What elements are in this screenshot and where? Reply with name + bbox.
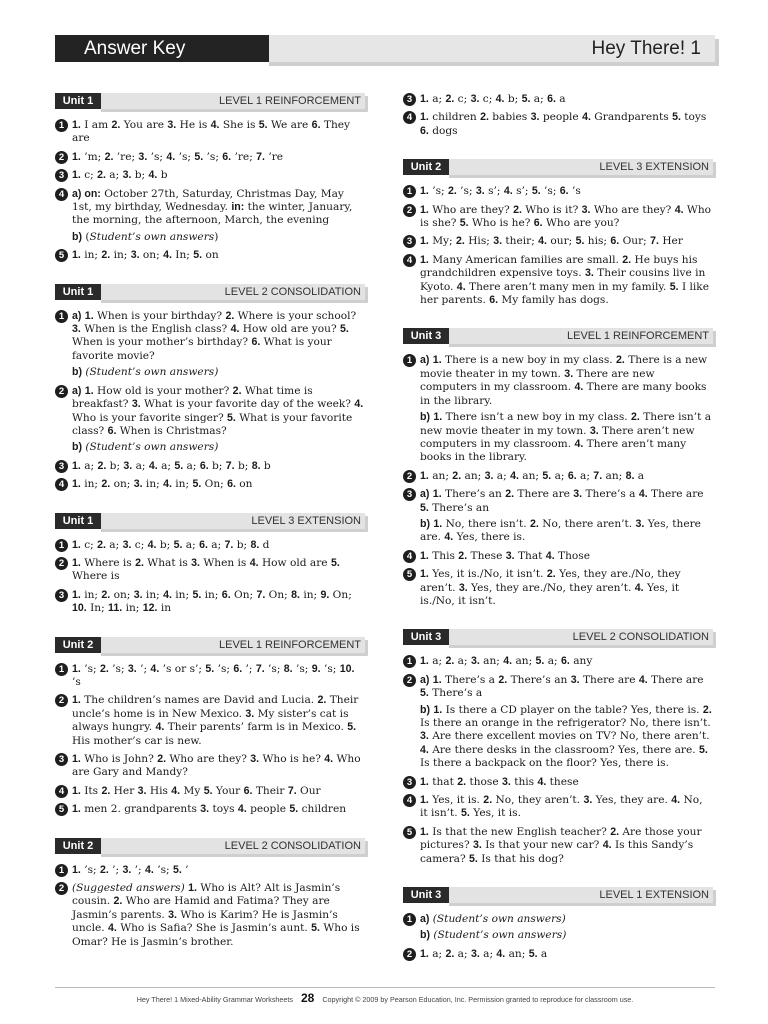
section-header xyxy=(55,284,365,300)
left-column xyxy=(55,93,365,954)
exercise-answer xyxy=(55,249,365,262)
section-header xyxy=(55,93,365,109)
answer-text: 1. a; 2. c; 3. c; 4. b; 5. a; 6. a xyxy=(420,93,566,105)
exercise-answer xyxy=(55,589,365,616)
exercise-answer xyxy=(403,204,713,231)
unit-label: Unit 2 xyxy=(55,838,101,854)
unit-label: Unit 1 xyxy=(55,93,101,109)
exercise-number-icon: 3 xyxy=(403,93,416,106)
header-shadow xyxy=(101,300,368,303)
header-shadow xyxy=(101,109,368,112)
unit-label: Unit 3 xyxy=(403,328,449,344)
header-shadow-side xyxy=(365,96,368,112)
section-gap xyxy=(55,497,365,513)
exercise-answer xyxy=(403,655,713,668)
answer-text: a) 1. When is your birthday? 2. Where is your school? 3. When is the English class? 4. How old are you? 5. When is your mother’s birthday? 6. What is your favorite movie? b) (Student’s own answers) xyxy=(72,309,357,379)
exercise-number-icon: 3 xyxy=(55,460,68,473)
exercise-number-icon: 2 xyxy=(55,557,68,570)
answer-text: 1. Its 2. Her 3. His 4. My 5. Your 6. Their 7. Our xyxy=(72,784,321,797)
answer-text: 1. ’m; 2. ’re; 3. ’s; 4. ’s; 5. ’s; 6. ’re; 7. ’re xyxy=(72,150,284,163)
unit-label: Unit 1 xyxy=(55,513,101,529)
exercise-number-icon: 1 xyxy=(403,185,416,198)
answer-text: a) on: October 27th, Saturday, Christmas Day, May 1st, my birthday, Wednesday. in: the winter, January, the morning, the afternoon, March, the evening b) (Student’s own answers) xyxy=(72,187,353,243)
exercise-answer xyxy=(55,864,365,877)
section-gap xyxy=(403,312,713,328)
exercise-answer xyxy=(403,826,713,866)
page-footer xyxy=(55,991,715,1005)
exercise-number-icon: 3 xyxy=(55,169,68,182)
section-header xyxy=(403,159,713,175)
answer-section xyxy=(55,637,365,817)
exercise-answer xyxy=(403,550,713,563)
exercise-number-icon: 4 xyxy=(403,111,416,124)
unit-label: Unit 3 xyxy=(403,629,449,645)
answer-text: 1. Where is 2. What is 3. When is 4. How old are 5. Where is xyxy=(72,556,340,583)
exercise-answer xyxy=(55,803,365,816)
answer-text: 1. that 2. those 3. this 4. these xyxy=(420,775,579,788)
answer-section xyxy=(403,887,713,961)
header-shadow-side xyxy=(713,890,716,906)
answer-text: 1. ’s; 2. ’; 3. ’; 4. ’s; 5. ’ xyxy=(72,863,189,876)
exercise-number-icon: 5 xyxy=(403,568,416,581)
header-shadow-side xyxy=(713,331,716,347)
answer-text: 1. Who is John? 2. Who are they? 3. Who is he? 4. Who are Gary and Mandy? xyxy=(72,753,361,779)
answer-text: a) 1. There is a new boy in my class. 2. There is a new movie theater in my town. 3. There are new computers in my classroom. 4. There are many books in the library. b) 1. There isn’t a new boy in my class. 2. There isn’t a new movie theater in my town. 3. There aren’t new computers in my classroom. 4. There aren’t many books in the library. xyxy=(420,354,712,464)
answer-section xyxy=(403,93,713,138)
section-header xyxy=(403,629,713,645)
answer-section xyxy=(55,838,365,949)
answer-text: 1. a; 2. a; 3. an; 4. an; 5. a; 6. any xyxy=(420,655,593,668)
exercise-number-icon: 1 xyxy=(55,310,68,323)
exercise-answer xyxy=(55,460,365,473)
exercise-number-icon: 1 xyxy=(55,539,68,552)
exercise-number-icon: 3 xyxy=(403,776,416,789)
answer-text: 1. an; 2. an; 3. a; 4. an; 5. a; 6. a; 7. an; 8. a xyxy=(420,469,645,482)
level-label: LEVEL 1 REINFORCEMENT xyxy=(101,93,365,109)
level-label: LEVEL 2 CONSOLIDATION xyxy=(101,284,365,300)
answer-text: 1. in; 2. on; 3. in; 4. in; 5. On; 6. on xyxy=(72,478,253,491)
exercise-answer xyxy=(403,568,713,608)
exercise-answer xyxy=(403,470,713,483)
right-column xyxy=(403,93,713,966)
exercise-number-icon: 4 xyxy=(403,550,416,563)
answer-section xyxy=(403,159,713,307)
answer-text: a) 1. There’s an 2. There are 3. There’s a 4. There are 5. There’s an b) 1. No, there isn’t. 2. No, there aren’t. 3. Yes, there are. 4. Yes, there is. xyxy=(420,488,704,544)
level-label: LEVEL 1 REINFORCEMENT xyxy=(101,637,365,653)
footer-copyright: Copyright © 2009 by Pearson Education, Inc. Permission granted to reproduce for classroom use. xyxy=(322,995,634,1004)
exercise-number-icon: 3 xyxy=(55,589,68,602)
answer-text: 1. This 2. These 3. That 4. Those xyxy=(420,549,590,562)
answer-text: 1. in; 2. on; 3. in; 4. in; 5. in; 6. On; 7. On; 8. in; 9. On; 10. In; 11. in; 12. in xyxy=(72,588,352,615)
exercise-answer xyxy=(403,913,713,943)
exercise-answer xyxy=(55,310,365,380)
exercise-answer xyxy=(55,882,365,949)
header-shadow xyxy=(269,62,719,66)
answer-text: 1. c; 2. a; 3. c; 4. b; 5. a; 6. a; 7. b; 8. d xyxy=(72,538,270,551)
exercise-answer xyxy=(55,785,365,798)
exercise-answer xyxy=(403,794,713,821)
answer-text: 1. Is that the new English teacher? 2. Are those your pictures? 3. Is that your new car? 4. Is this Sandy’s camera? 5. Is that his dog? xyxy=(420,825,702,865)
exercise-number-icon: 5 xyxy=(403,826,416,839)
header-shadow xyxy=(449,645,716,648)
exercise-number-icon: 2 xyxy=(55,385,68,398)
answer-text: 1. Yes, it is./No, it isn’t. 2. Yes, they are./No, they aren’t. 3. Yes, they are./No, they aren’t. 4. Yes, it is./No, it isn’t. xyxy=(420,568,681,607)
exercise-number-icon: 3 xyxy=(403,235,416,248)
exercise-number-icon: 1 xyxy=(403,655,416,668)
exercise-number-icon: 2 xyxy=(403,948,416,961)
header-shadow-side xyxy=(365,287,368,303)
exercise-number-icon: 2 xyxy=(55,694,68,707)
section-header xyxy=(403,887,713,903)
header-shadow-side xyxy=(365,841,368,857)
exercise-answer xyxy=(55,169,365,182)
exercise-number-icon: 2 xyxy=(403,674,416,687)
section-gap xyxy=(55,268,365,284)
answer-section xyxy=(55,513,365,616)
exercise-number-icon: 4 xyxy=(55,188,68,201)
answer-text: 1. in; 2. in; 3. on; 4. In; 5. on xyxy=(72,249,219,262)
unit-label: Unit 2 xyxy=(403,159,449,175)
exercise-number-icon: 2 xyxy=(55,882,68,895)
exercise-answer xyxy=(403,354,713,464)
exercise-number-icon: 1 xyxy=(55,663,68,676)
header-shadow-side xyxy=(365,516,368,532)
section-header xyxy=(55,838,365,854)
header-shadow xyxy=(101,653,368,656)
exercise-answer xyxy=(403,93,713,106)
header-shadow-side xyxy=(715,39,719,66)
level-label: LEVEL 1 REINFORCEMENT xyxy=(449,328,713,344)
exercise-answer xyxy=(403,948,713,961)
exercise-number-icon: 1 xyxy=(55,119,68,132)
level-label: LEVEL 3 EXTENSION xyxy=(101,513,365,529)
exercise-number-icon: 4 xyxy=(55,478,68,491)
section-gap xyxy=(55,822,365,838)
footer-book: Hey There! 1 Mixed-Ability Grammar Worksheets xyxy=(136,995,293,1004)
exercise-number-icon: 5 xyxy=(55,803,68,816)
exercise-answer xyxy=(403,185,713,198)
header-shadow xyxy=(101,854,368,857)
exercise-number-icon: 3 xyxy=(403,488,416,501)
header-shadow xyxy=(449,175,716,178)
answer-text: 1. children 2. babies 3. people 4. Grandparents 5. toys 6. dogs xyxy=(420,111,707,137)
exercise-answer xyxy=(55,539,365,552)
unit-label: Unit 3 xyxy=(403,887,449,903)
answer-section xyxy=(55,93,365,263)
section-header xyxy=(403,328,713,344)
exercise-answer xyxy=(55,188,365,245)
section-gap xyxy=(55,621,365,637)
exercise-answer xyxy=(55,151,365,164)
answer-text: a) (Student’s own answers) b) (Student’s own answers) xyxy=(420,913,567,942)
level-label: LEVEL 3 EXTENSION xyxy=(449,159,713,175)
answer-section xyxy=(403,629,713,866)
answer-text: 1. The children’s names are David and Lucia. 2. Their uncle’s home is in New Mexico. 3. My sister’s cat is always hungry. 4. Their parents’ farm is in Mexico. 5. His mother’s car is new. xyxy=(72,694,359,747)
exercise-number-icon: 2 xyxy=(403,204,416,217)
header-shadow xyxy=(101,529,368,532)
header-shadow-side xyxy=(713,632,716,648)
exercise-answer xyxy=(403,111,713,138)
header-shadow xyxy=(449,344,716,347)
exercise-answer xyxy=(55,694,365,748)
exercise-number-icon: 4 xyxy=(403,794,416,807)
answer-text: a) 1. There’s a 2. There’s an 3. There are 4. There are 5. There’s a b) 1. Is there a CD player on the table? Yes, there is. 2. Is there an orange in the refrigerator? No, there isn’t. 3. Are there excellent movies on TV? No, there aren’t. 4. Are there desks in the classroom? Yes, there are. 5. Is there a backpack on the floor? Yes, there is. xyxy=(420,673,712,770)
header-shadow-side xyxy=(365,640,368,656)
level-label: LEVEL 2 CONSOLIDATION xyxy=(449,629,713,645)
page-header xyxy=(55,35,715,62)
book-title: Hey There! 1 xyxy=(269,35,715,62)
exercise-answer xyxy=(55,557,365,584)
section-gap xyxy=(403,871,713,887)
answer-text: 1. ’s; 2. ’s; 3. ’; 4. ’s or s’; 5. ’s; 6. ’; 7. ’s; 8. ’s; 9. ’s; 10. ’s xyxy=(72,662,355,688)
answer-text: (Suggested answers) 1. Who is Alt? Alt is Jasmin’s cousin. 2. Who are Hamid and Fatima? They are Jasmin’s parents. 3. Who is Karim? He is Jasmin’s uncle. 4. Who is Safia? She is Jasmin’s aunt. 5. Who is Omar? He is Jasmin’s brother. xyxy=(72,882,360,948)
exercise-number-icon: 2 xyxy=(55,151,68,164)
answer-text: 1. ’s; 2. ’s; 3. s’; 4. s’; 5. ’s; 6. ’s xyxy=(420,185,581,198)
exercise-answer xyxy=(403,254,713,308)
level-label: LEVEL 1 EXTENSION xyxy=(449,887,713,903)
exercise-number-icon: 1 xyxy=(403,913,416,926)
unit-label: Unit 2 xyxy=(55,637,101,653)
exercise-answer xyxy=(403,488,713,545)
exercise-number-icon: 1 xyxy=(55,864,68,877)
exercise-answer xyxy=(55,663,365,690)
answer-text: 1. Yes, it is. 2. No, they aren’t. 3. Yes, they are. 4. No, it isn’t. 5. Yes, it is. xyxy=(420,794,703,820)
exercise-answer xyxy=(403,776,713,789)
section-gap xyxy=(403,143,713,159)
header-shadow xyxy=(449,903,716,906)
exercise-number-icon: 5 xyxy=(55,249,68,262)
section-gap xyxy=(403,613,713,629)
answer-text: 1. I am 2. You are 3. He is 4. She is 5. We are 6. They are xyxy=(72,119,351,145)
exercise-number-icon: 2 xyxy=(403,470,416,483)
answer-text: 1. men 2. grandparents 3. toys 4. people 5. children xyxy=(72,803,347,816)
answer-key-title: Answer Key xyxy=(55,35,269,62)
exercise-answer xyxy=(55,478,365,491)
exercise-answer xyxy=(403,235,713,248)
exercise-number-icon: 4 xyxy=(403,254,416,267)
exercise-number-icon: 3 xyxy=(55,753,68,766)
page-number: 28 xyxy=(301,991,315,1005)
answer-text: 1. a; 2. a; 3. a; 4. an; 5. a xyxy=(420,947,548,960)
answer-section xyxy=(403,328,713,608)
section-header xyxy=(55,513,365,529)
exercise-answer xyxy=(55,119,365,146)
exercise-number-icon: 1 xyxy=(403,354,416,367)
header-shadow-side xyxy=(713,162,716,178)
answer-text: 1. c; 2. a; 3. b; 4. b xyxy=(72,169,168,182)
answer-text: 1. My; 2. His; 3. their; 4. our; 5. his; 6. Our; 7. Her xyxy=(420,235,683,248)
answer-section xyxy=(55,284,365,492)
answer-text: 1. Many American families are small. 2. He buys his grandchildren expensive toys. 3. Their cousins live in Kyoto. 4. There aren’t many men in my family. 5. I like her parents. 6. My family has dogs. xyxy=(420,253,709,307)
section-header xyxy=(55,637,365,653)
unit-label: Unit 1 xyxy=(55,284,101,300)
footer-divider xyxy=(55,987,715,988)
answer-text: 1. a; 2. b; 3. a; 4. a; 5. a; 6. b; 7. b; 8. b xyxy=(72,459,271,472)
exercise-answer xyxy=(403,674,713,771)
exercise-answer xyxy=(55,385,365,455)
answer-text: 1. Who are they? 2. Who is it? 3. Who are they? 4. Who is she? 5. Who is he? 6. Who are you? xyxy=(420,203,712,230)
exercise-answer xyxy=(55,753,365,780)
level-label: LEVEL 2 CONSOLIDATION xyxy=(101,838,365,854)
answer-text: a) 1. How old is your mother? 2. What time is breakfast? 3. What is your favorite day of the week? 4. Who is your favorite singer? 5. What is your favorite class? 6. When is Christmas? b) (Student’s own answers) xyxy=(72,384,364,454)
exercise-number-icon: 4 xyxy=(55,785,68,798)
